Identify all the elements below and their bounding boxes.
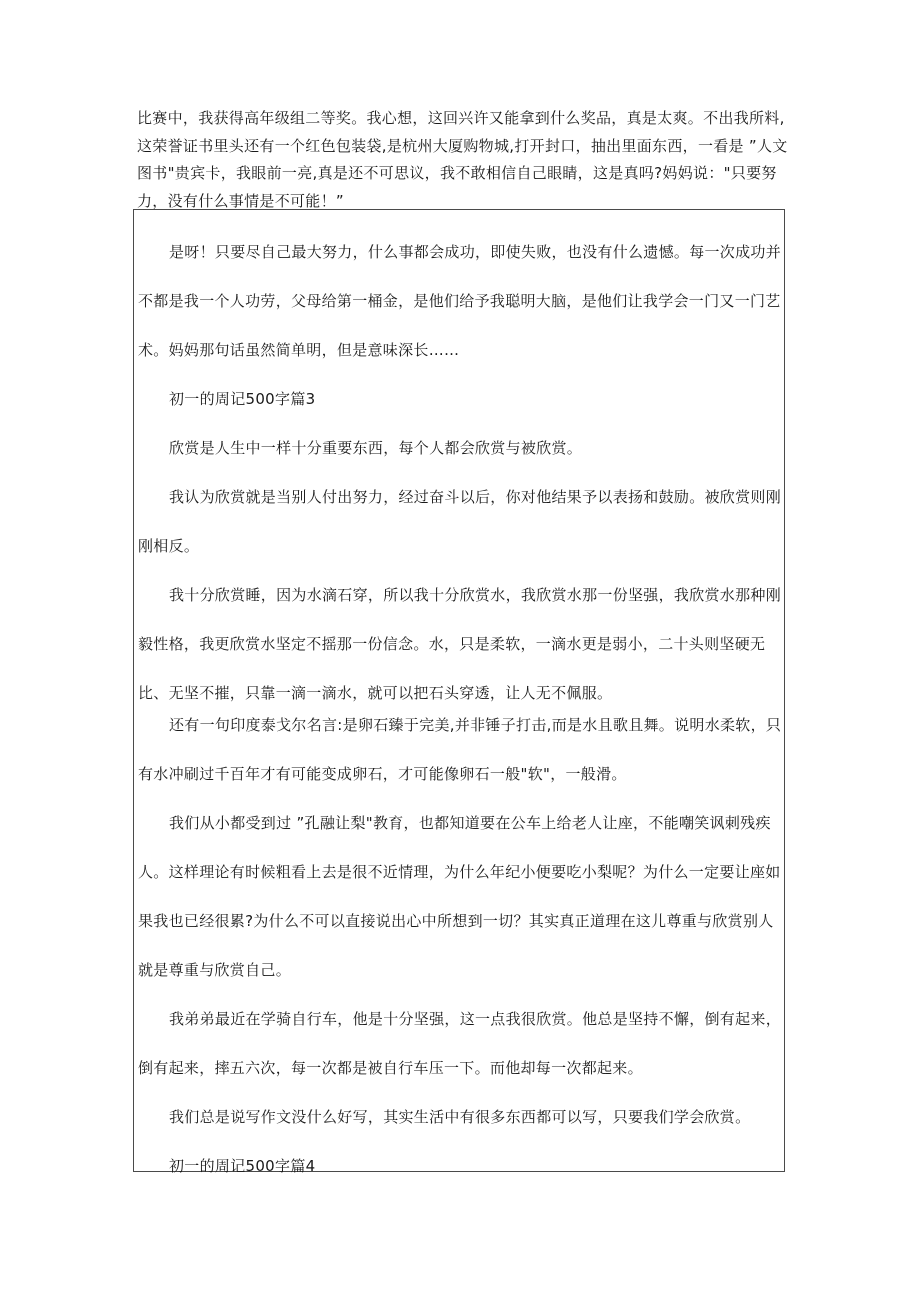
paragraph-appreciation-intro: 欣赏是人生中一样十分重要东西，每个人都会欣赏与被欣赏。 (169, 439, 583, 457)
paragraph-tagore-quote: 还有一句印度泰戈尔名言:是卵石臻于完美,并非锤子打击,而是水且歌且舞。说明水柔软，只有水冲刷过千百年才有可能变成卵石，才可能像卵石一般"软"，一般滑。 (138, 716, 782, 783)
section-heading-4: 初一的周记500字篇4 (169, 1157, 316, 1175)
paragraph-water: 我十分欣赏睡，因为水滴石穿，所以我十分欣赏水，我欣赏水那一份坚强，我欣赏水那种刚毅性格，我更欣赏水坚定不摇那一份信念。水，只是柔软，一滴水更是弱小，二十头则坚硬无比、无坚不摧，只靠一滴一滴水，就可以把石头穿透，让人无不佩服。 (138, 586, 782, 702)
intro-text-block (137, 105, 789, 215)
paragraph-kong-rong: 我们从小都受到过 ”孔融让梨"教育，也都知道要在公车上给老人让座，不能嘲笑讽刺残疾人。这样理论有时候粗看上去是很不近情理，为什么年纪小便要吃小梨呢？为什么一定要让座如果我也已经很累?为什么不可以直接说出心中所想到一切？其实真正道理在这儿尊重与欣赏别人就是尊重与欣赏自己。 (138, 814, 781, 979)
intro-paragraph: 比赛中，我获得高年级组二等奖。我心想，这回兴许又能拿到什么奖品，真是太爽。不出我所料,这荣誉证书里头还有一个红色包装袋,是杭州大厦购物城,打开封口，抽出里面东西，一看是 ”人文图书"贵宾卡，我眼前一亮,真是还不可思议，我不敢相信自己眼睛，这是真吗?妈妈说："只要努力，没有什么事情是不可能！” (137, 109, 788, 210)
paragraph-writing: 我们总是说写作文没什么好写，其实生活中有很多东西都可以写，只要我们学会欣赏。 (169, 1108, 751, 1126)
paragraph-conclusion: 是呀！只要尽自己最大努力，什么事都会成功，即使失败，也没有什么遗憾。每一次成功并不都是我一个人功劳，父母给第一桶金，是他们给予我聪明大脑，是他们让我学会一门又一门艺术。妈妈那句话虽然简单明，但是意味深长…… (138, 243, 782, 359)
section-heading-3: 初一的周记500字篇3 (169, 390, 316, 408)
paragraph-brother-bicycle: 我弟弟最近在学骑自行车，他是十分坚强，这一点我很欣赏。他总是坚持不懈，倒有起来，倒有起来，摔五六次，每一次都是被自行车压一下。而他却每一次都起来。 (138, 1010, 782, 1077)
paragraph-appreciation-definition: 我认为欣赏就是当别人付出努力，经过奋斗以后，你对他结果予以表扬和鼓励。被欣赏则刚刚相反。 (138, 488, 782, 555)
content-box (133, 209, 785, 1175)
